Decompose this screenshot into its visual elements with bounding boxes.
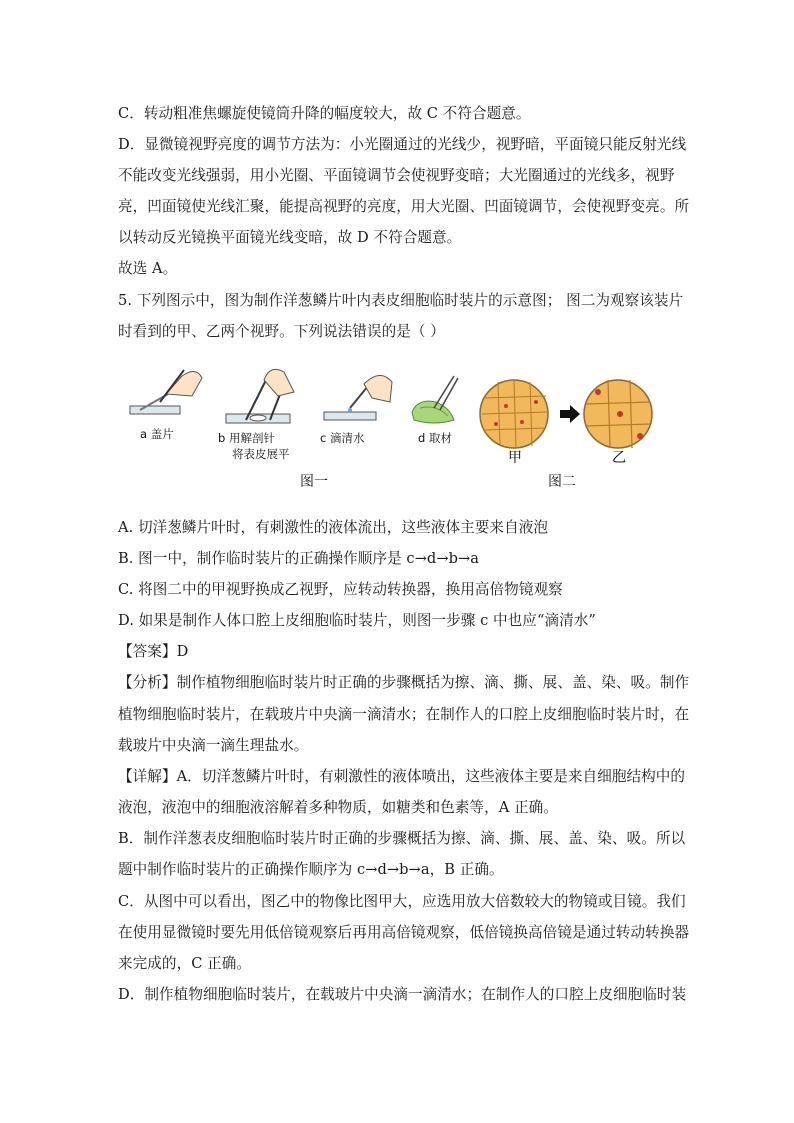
question-stem: 5. 下列图示中，图为制作洋葱鳞片叶内表皮细胞临时装片的示意图； 图二为观察该装片 (118, 292, 684, 309)
text-line: D．显微镜视野亮度的调节方法为：小光圈通过的光线少，视野暗，平面镜只能反射光线 (118, 136, 687, 153)
microscope-view-jia (480, 380, 548, 448)
step-b-label-2: 将表皮展平 (232, 447, 290, 461)
option-b: B. 图一中，制作临时装片的正确操作顺序是 c→d→b→a (118, 550, 480, 567)
option-d: D. 如果是制作人体口腔上皮细胞临时装片，则图一步骤 c 中也应“滴清水” (118, 612, 596, 629)
experiment-figure (118, 362, 678, 492)
detail-line: B．制作洋葱表皮细胞临时装片时正确的步骤概括为擦、滴、撕、展、盖、染、吸。所以 (118, 830, 686, 847)
view-label-jia: 甲 (508, 450, 522, 466)
detail-line: 来完成的，C 正确。 (118, 955, 252, 972)
text-line: C．转动粗准焦螺旋使镜筒升降的幅度较大，故 C 不符合题意。 (118, 105, 531, 122)
microscope-view-yi (584, 380, 652, 448)
step-d-label: d 取材 (418, 431, 452, 445)
text-line: 以转动反光镜换平面镜光线变暗，故 D 不符合题意。 (118, 229, 462, 246)
analysis-line: 【分析】制作植物细胞临时装片时正确的步骤概括为擦、滴、撕、展、盖、染、吸。制作 (118, 674, 690, 691)
option-c: C. 将图二中的甲视野换成乙视野，应转动转换器，换用高倍物镜观察 (118, 581, 563, 598)
detail-line: 【详解】A．切洋葱鳞片叶时，有刺激性的液体喷出，这些液体主要是来自细胞结构中的 (118, 768, 686, 785)
text-line: 不能改变光线强弱，用小光圈、平面镜调节会使视野变暗；大光圈通过的光线多，视野 (118, 167, 675, 184)
detail-line: 题中制作临时装片的正确操作顺序为 c→d→b→a，B 正确。 (118, 861, 504, 878)
analysis-line: 载玻片中央滴一滴生理盐水。 (118, 737, 309, 754)
step-a-label: a 盖片 (140, 427, 174, 441)
text-line: 故选 A。 (118, 260, 178, 277)
figure-caption-1: 图一 (300, 474, 328, 490)
figure-caption-2: 图二 (548, 474, 576, 490)
answer-line: 【答案】D (118, 643, 189, 660)
view-label-yi: 乙 (612, 450, 626, 466)
option-a: A. 切洋葱鳞片叶时，有刺激性的液体流出，这些液体主要来自液泡 (118, 519, 548, 536)
text-line: 亮，凹面镜使光线汇聚，能提高视野的亮度，用大光圈、凹面镜调节，会使视野变亮。所 (118, 198, 690, 215)
step-c-label: c 滴清水 (320, 431, 365, 445)
step-b-label: b 用解剖针 (218, 431, 275, 445)
step-b-illustration (226, 369, 294, 423)
detail-line: 液泡，液泡中的细胞液溶解着多种物质，如糖类和色素等，A 正确。 (118, 799, 558, 816)
step-c-illustration (324, 375, 392, 420)
step-d-illustration (412, 376, 458, 423)
arrow-icon (560, 405, 580, 423)
question-stem: 时看到的甲、乙两个视野。下列说法错误的是（ ） (118, 323, 445, 340)
step-a-illustration (130, 370, 202, 414)
detail-line: C．从图中可以看出，图乙中的物像比图甲大，应选用放大倍数较大的物镜或目镜。我们 (118, 893, 686, 910)
detail-line: 在使用显微镜时要先用低倍镜观察后再用高倍镜观察，低倍镜换高倍镜是通过转动转换器 (118, 924, 690, 941)
analysis-line: 植物细胞临时装片，在载玻片中央滴一滴清水；在制作人的口腔上皮细胞临时装片时，在 (118, 706, 690, 723)
detail-line: D．制作植物细胞临时装片，在载玻片中央滴一滴清水；在制作人的口腔上皮细胞临时装 (118, 986, 687, 1003)
